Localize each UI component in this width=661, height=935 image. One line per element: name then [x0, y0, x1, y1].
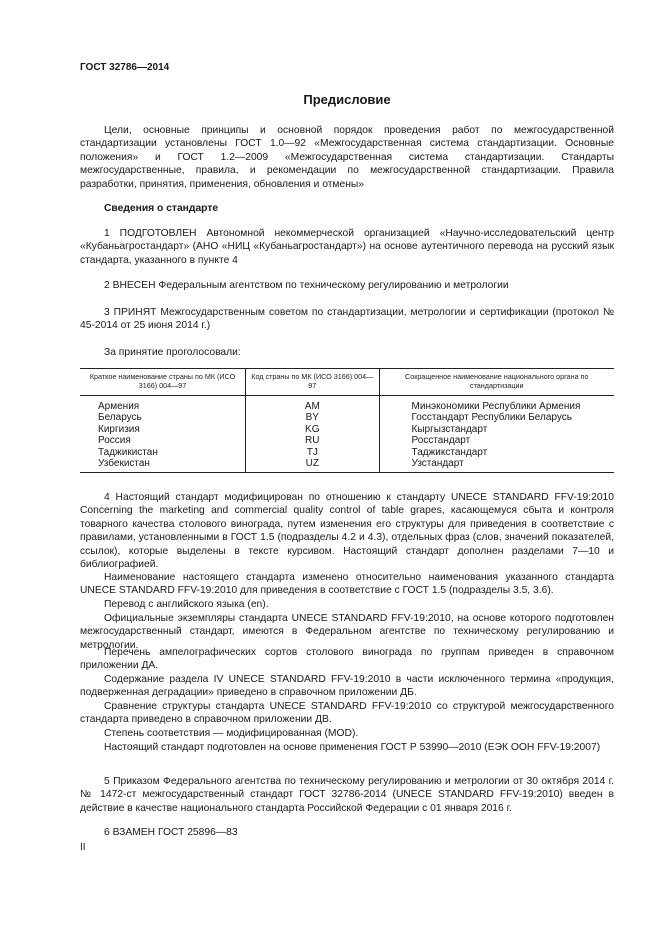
header-code: Код страны по МК (ИСО 3166) 004—97: [246, 369, 380, 396]
code-cell: KG: [246, 424, 380, 435]
intro-paragraph: Цели, основные принципы и основной порядок проведения работ по межгосударственной стандартизации установлены ГОСТ 1.0—92 «Межгосударственная система стандартизации. Основные положения» и ГОСТ 1.2—2009 «Межгосударственная система стандартизации. Стандарты межгосударственные, правила, и рекомендации по межгосударственной стандартизации. Правила разработки, принятия, применения, обновления и отмены»: [80, 125, 614, 190]
org-cell: Госстандарт Республики Беларусь: [379, 412, 614, 423]
voting-table: [80, 368, 614, 473]
country-cell: Киргизия: [98, 423, 140, 435]
org-cell: Росстандарт: [379, 435, 614, 446]
voted-label: За принятие проголосовали:: [104, 347, 241, 358]
page-number: II: [80, 842, 86, 853]
section-heading: Сведения о стандарте: [104, 203, 219, 214]
code-cell: RU: [246, 435, 380, 446]
name-change-paragraph: Наименование настоящего стандарта изменено относительно наименования указанного стандарта UNECE STANDARD FFV-19:2010 для приведения в соответствие с ГОСТ 1.5 (подразделы 3.5, 3.6).: [80, 572, 614, 597]
item-3-paragraph: 3 ПРИНЯТ Межгосударственным советом по стандартизации, метрологии и сертификации (протокол № 45-2014 от 25 июня 2014 г.): [80, 307, 614, 332]
document-code: ГОСТ 32786—2014: [80, 62, 170, 73]
org-cell: Кыргызстандарт: [379, 424, 614, 435]
country-cell: Узбекистан: [98, 458, 150, 470]
structure-comparison-paragraph: Сравнение структуры стандарта UNECE STANDARD FFV-19:2010 со структурой межгосударственного стандарта приведено в справочном приложении ДВ.: [80, 701, 614, 726]
translation-paragraph: Перевод с английского языка (en).: [104, 599, 269, 610]
org-cell: Узстандарт: [379, 458, 614, 473]
item-4-paragraph: 4 Настоящий стандарт модифицирован по отношению к стандарту UNECE STANDARD FFV-19:2010 Concerning the marketing and commercial quality control of table grapes, касающемуся сбыта и контроля товарного качества столового винограда, путем изменения его структуры для приведения в соответствие с правилами, установленными в ГОСТ 1.5 (подразделы 4.2 и 4.3), отдельных фраз (слов, значений показателей, ссылок), которые выделены в тексте курсивом. Настоящий стандарт дополнен разделами 7—10 и библиографией.: [80, 492, 614, 571]
country-cell: Беларусь: [98, 412, 142, 424]
item-6-paragraph: 6 ВЗАМЕН ГОСТ 25896—83: [104, 827, 238, 838]
table-row: [80, 424, 614, 435]
ampelographic-paragraph: Перечень ампелографических сортов столового винограда по группам приведен в справочном приложении ДА.: [80, 647, 614, 672]
section-iv-paragraph: Содержание раздела IV UNECE STANDARD FFV-19:2010 в части исключенного термина «продукция, подверженная деградации» приведено в справочном приложении ДБ.: [80, 674, 614, 699]
code-cell: BY: [246, 412, 380, 423]
table-row: [80, 447, 614, 458]
code-cell: TJ: [246, 447, 380, 458]
item-2-paragraph: 2 ВНЕСЕН Федеральным агентством по техническому регулированию и метрологии: [104, 280, 509, 291]
code-cell: AM: [246, 396, 380, 413]
country-cell: Таджикистан: [98, 446, 158, 458]
header-org: Сокращенное наименование национального органа по стандартизации: [379, 369, 614, 396]
conformity-degree-paragraph: Степень соответствия — модифицированная (MOD).: [104, 728, 359, 739]
page-title: Предисловие: [303, 92, 391, 107]
code-cell: UZ: [246, 458, 380, 473]
table-row: [80, 412, 614, 423]
table-row: [80, 435, 614, 446]
table-row: [80, 458, 614, 473]
country-cell: Россия: [98, 435, 131, 447]
basis-paragraph: Настоящий стандарт подготовлен на основе применения ГОСТ Р 53990—2010 (ЕЭК ООН FFV-19:2007): [104, 742, 601, 753]
official-copies-paragraph: Официальные экземпляры стандарта UNECE STANDARD FFV-19:2010, на основе которого подготовлен межгосударственный стандарт, имеются в Федеральном агентстве по техническому регулированию и метрологии.: [80, 613, 614, 651]
country-cell: Армения: [98, 401, 140, 412]
item-1-paragraph: 1 ПОДГОТОВЛЕН Автономной некоммерческой организацией «Научно-исследовательский центр «Кубаньагростандарт» (АНО «НИЦ «Кубаньагростандарт») на основе аутентичного перевода на русский язык стандарта, указанного в пункте 4: [80, 228, 614, 266]
table-header-row: [80, 369, 614, 396]
org-cell: Минэкономики Республики Армения: [379, 396, 614, 413]
table-row: [80, 396, 614, 413]
org-cell: Таджикстандарт: [379, 447, 614, 458]
item-5-paragraph: 5 Приказом Федерального агентства по техническому регулированию и метрологии от 30 октября 2014 г. № 1472-ст межгосударственный стандарт ГОСТ 32786-2014 (UNECE STANDARD FFV-19:2010) введен в действие в качестве национального стандарта Российской Федерации с 01 января 2016 г.: [80, 776, 614, 814]
header-country: Краткое наименование страны по МК (ИСО 3166) 004—97: [80, 369, 246, 396]
